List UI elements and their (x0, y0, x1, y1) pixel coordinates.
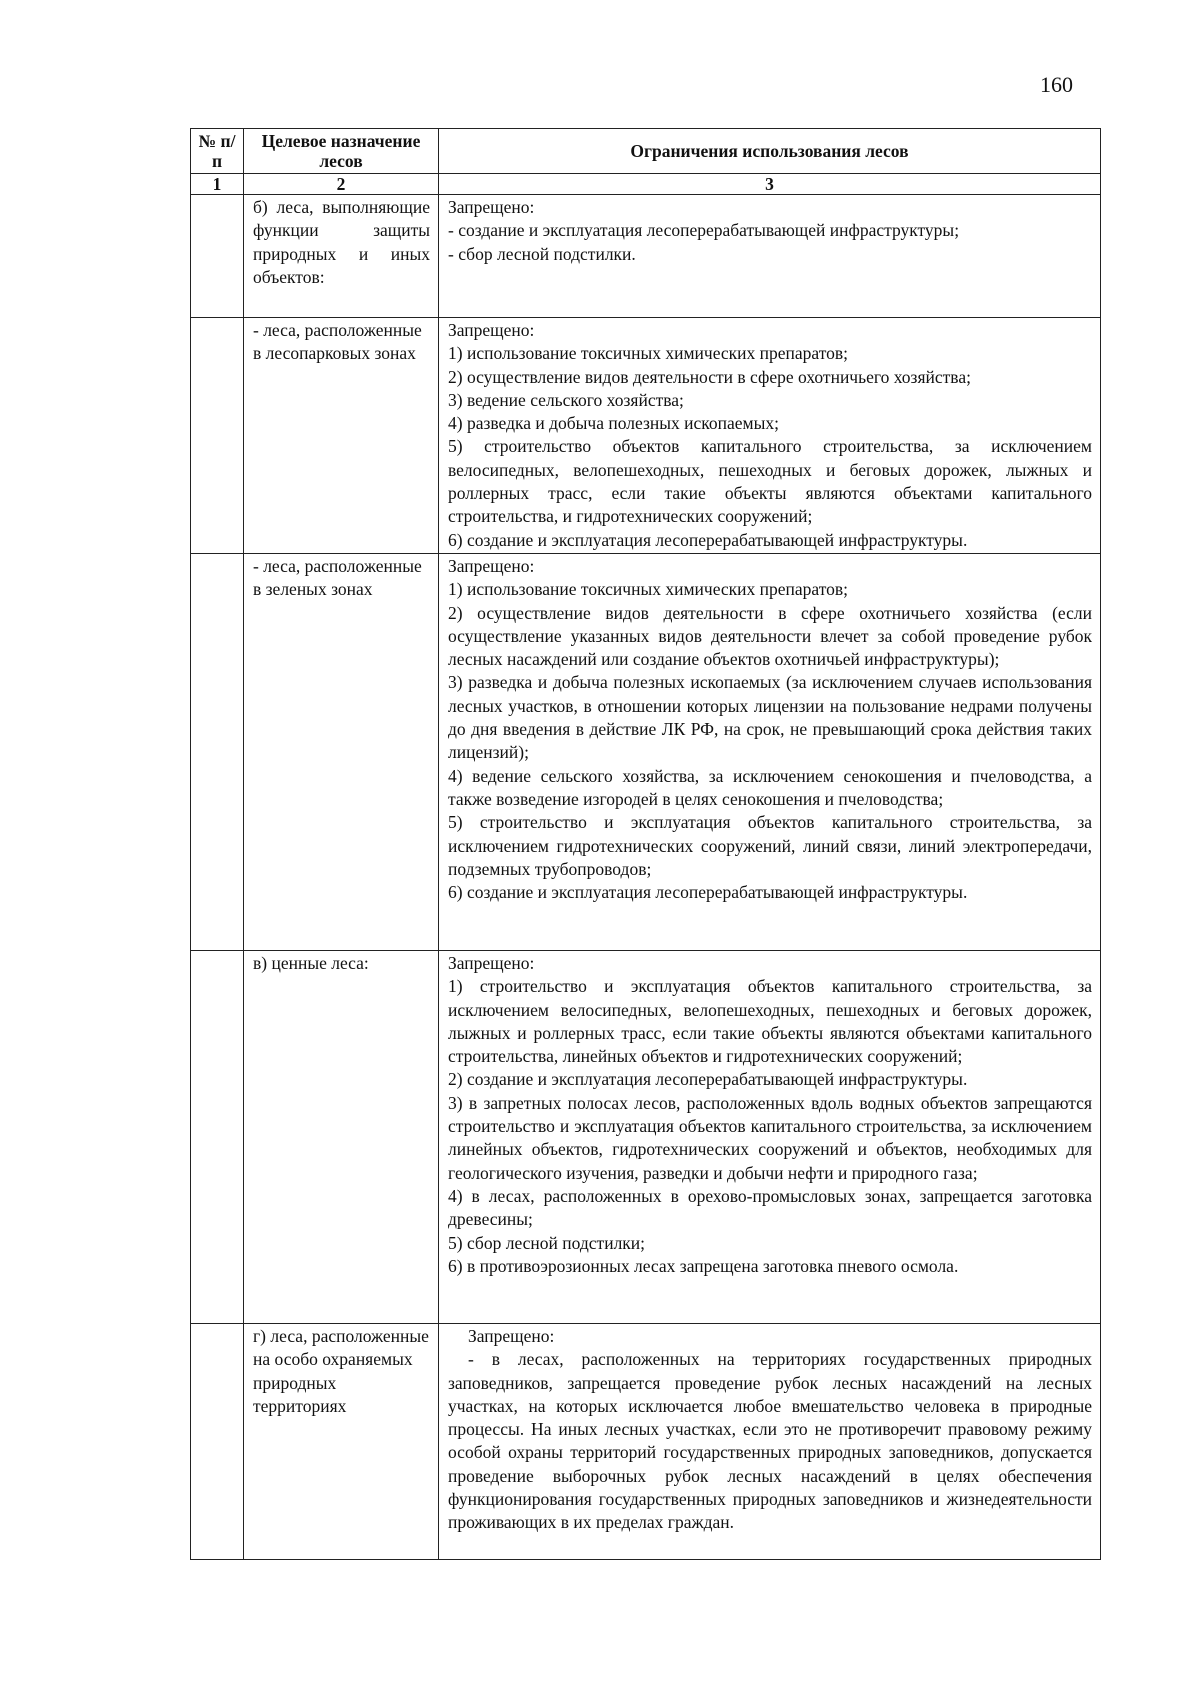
purpose-cell: в) ценные леса: (244, 951, 439, 1324)
page-number: 160 (1040, 72, 1073, 97)
column-number-1: 1 (191, 174, 244, 195)
purpose-cell: г) леса, расположенные на особо охраняемых природных территориях (244, 1324, 439, 1560)
table-row (191, 195, 1101, 318)
column-number-3: 3 (439, 174, 1101, 195)
row-number-cell (191, 318, 244, 554)
header-restrictions: Ограничения использования лесов (439, 129, 1101, 174)
table-numbering-row (191, 174, 1101, 195)
restriction-item: 6) создание и эксплуатация лесоперерабатывающей инфраструктуры. (448, 529, 968, 550)
restriction-item: 4) в лесах, расположенных в орехово-промысловых зонах, запрещается заготовка древесины; (448, 1185, 1092, 1230)
restriction-item: 4) ведение сельского хозяйства, за исключением сенокошения и пчеловодства, а также возведение изгородей в целях сенокошения и пчеловодства; (448, 765, 1092, 809)
restriction-item: Запрещено: (448, 953, 535, 973)
restrictions-cell (439, 951, 1101, 1324)
restriction-item: 2) осуществление видов деятельности в сфере охотничьего хозяйства (если осуществление указанных видов деятельности влечет за собой проведение рубок лесных насаждений или создание объектов охотничьей инфраструктуры); (448, 602, 1092, 670)
restriction-item: - сбор лесной подстилки. (448, 243, 636, 264)
restriction-item: Запрещено: (448, 320, 535, 340)
restriction-item: Запрещено: (468, 1326, 555, 1346)
purpose-cell: б) леса, выполняющие функции защиты природных и иных объектов: (244, 195, 439, 318)
column-number-2: 2 (244, 174, 439, 195)
restriction-item: 6) создание и эксплуатация лесоперерабатывающей инфраструктуры. (448, 882, 968, 903)
restriction-item: 2) создание и эксплуатация лесоперерабатывающей инфраструктуры. (448, 1069, 968, 1090)
table-row (191, 554, 1101, 951)
forest-restrictions-table (190, 128, 1101, 1560)
restrictions-cell (439, 1324, 1101, 1560)
table-row (191, 318, 1101, 554)
restriction-item: 1) использование токсичных химических препаратов; (448, 343, 849, 364)
restriction-item: 4) разведка и добыча полезных ископаемых; (448, 413, 779, 434)
header-number: № п/п (191, 129, 244, 174)
row-number-cell (191, 554, 244, 951)
restriction-item: 5) сбор лесной подстилки; (448, 1232, 646, 1253)
restriction-item: Запрещено: (448, 197, 535, 217)
restrictions-cell (439, 195, 1101, 318)
table-header-row (191, 129, 1101, 174)
restriction-item: - в лесах, расположенных на территориях государственных природных заповедников, запрещается проведение рубок лесных насаждений на лесных участках, на которых исключается любое вмешательство человека в природные процессы. На иных лесных участках, если это не противоречит правовому режиму особой охраны территорий государственных природных заповедников, допускается проведение выборочных рубок лесных насаждений в целях обеспечения функционирования государственных природных заповедников и жизнедеятельности проживающих в их пределах граждан. (448, 1349, 1092, 1533)
restriction-item: Запрещено: (448, 556, 535, 576)
row-number-cell (191, 1324, 244, 1560)
restriction-item: 3) ведение сельского хозяйства; (448, 389, 684, 410)
header-purpose: Целевое назначение лесов (244, 129, 439, 174)
restrictions-cell (439, 554, 1101, 951)
restriction-item: 6) в противоэрозионных лесах запрещена заготовка пневого осмола. (448, 1255, 959, 1276)
row-number-cell (191, 195, 244, 318)
purpose-cell: - леса, расположенные в зеленых зонах (244, 554, 439, 951)
restrictions-cell (439, 318, 1101, 554)
table-row (191, 1324, 1101, 1560)
restriction-item: - создание и эксплуатация лесоперерабатывающей инфраструктуры; (448, 220, 960, 241)
purpose-cell: - леса, расположенные в лесопарковых зонах (244, 318, 439, 554)
restriction-item: 1) использование токсичных химических препаратов; (448, 579, 849, 600)
restriction-item: 5) строительство и эксплуатация объектов капитального строительства, за исключением гидротехнических сооружений, линий связи, линий электропередачи, подземных трубопроводов; (448, 812, 1092, 879)
table-row (191, 951, 1101, 1324)
row-number-cell (191, 951, 244, 1324)
restriction-item: 3) разведка и добыча полезных ископаемых (за исключением случаев использования лесных участков, в отношении которых лицензии на пользование недрами получены до дня введения в действие ЛК РФ, на срок, не превышающий срока действия таких лицензий); (448, 672, 1092, 763)
restriction-item: 3) в запретных полосах лесов, расположенных вдоль водных объектов запрещаются строительство и эксплуатация объектов капитального строительства, за исключением линейных объектов, гидротехнических сооружений и объектов, необходимых для геологического изучения, разведки и добычи нефти и природного газа; (448, 1092, 1092, 1183)
restriction-item: 2) осуществление видов деятельности в сфере охотничьего хозяйства; (448, 366, 971, 387)
restriction-item: 5) строительство объектов капитального строительства, за исключением велосипедных, велопешеходных, пешеходных и беговых дорожек, лыжных и роллерных трасс, если такие объекты являются объектами капитального строительства, и гидротехнических сооружений; (448, 436, 1092, 527)
restriction-item: 1) строительство и эксплуатация объектов капитального строительства, за исключением велосипедных, велопешеходных, пешеходных и беговых дорожек, лыжных и роллерных трасс, если такие объекты являются объектами капитального строительства, линейных объектов и гидротехнических сооружений; (448, 976, 1092, 1067)
